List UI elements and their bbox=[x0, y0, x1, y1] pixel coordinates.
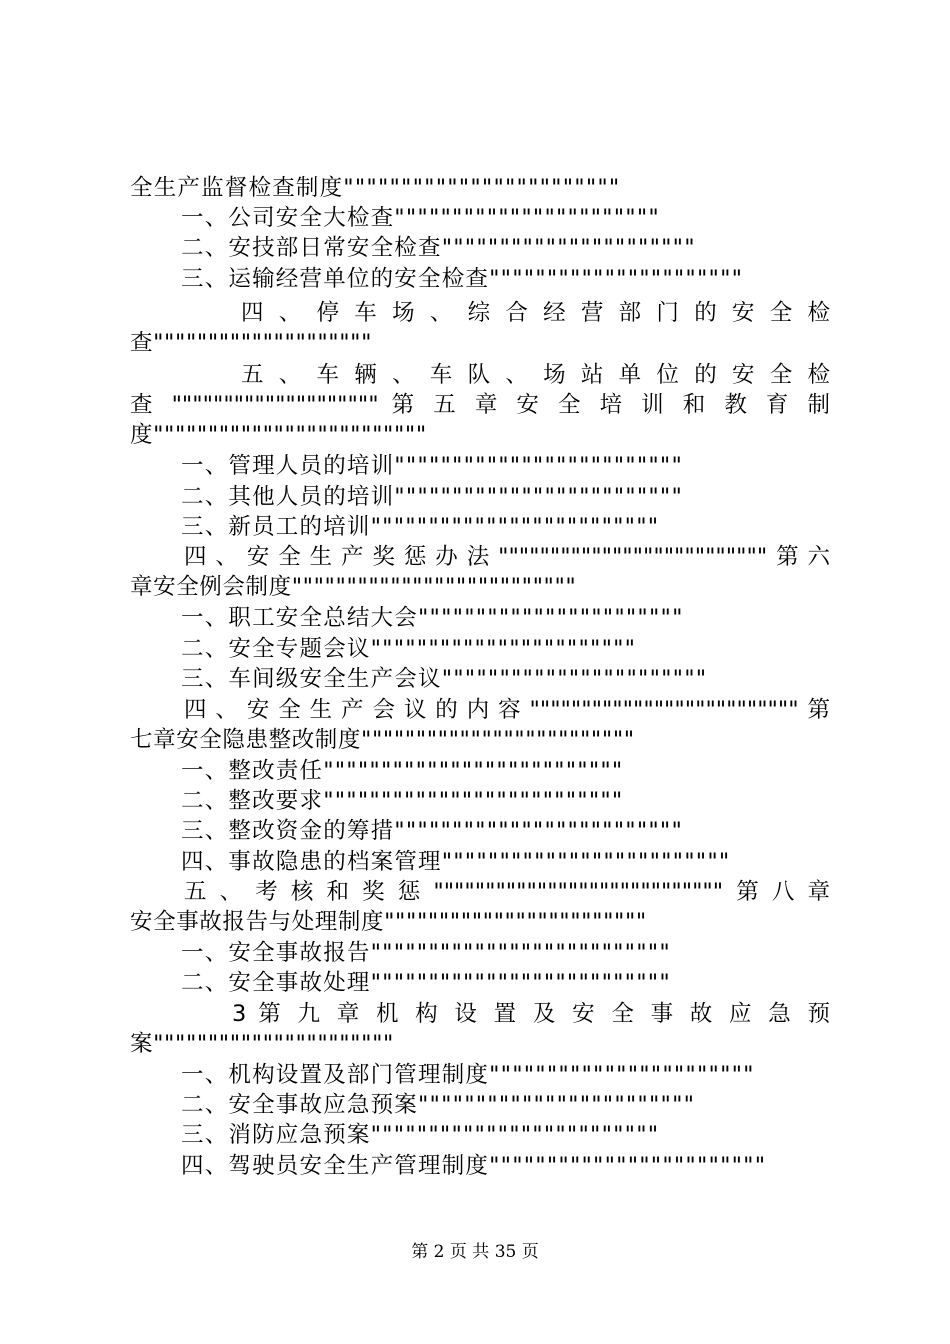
toc-line: 四、驾驶员安全生产管理制度"""""""""""""""""""""""" bbox=[181, 1153, 767, 1179]
toc-line: 四、安全生产奖惩办法""""""""""""""""""""""""""第六 bbox=[184, 544, 830, 570]
toc-line: 四、事故隐患的档案管理""""""""""""""""""""""""" bbox=[181, 849, 731, 875]
toc-line: 三、车间级安全生产会议""""""""""""""""""""""" bbox=[181, 666, 708, 692]
toc-line: 三、运输经营单位的安全检查"""""""""""""""""""""" bbox=[181, 266, 744, 292]
toc-line: 一、管理人员的培训""""""""""""""""""""""""" bbox=[181, 453, 684, 479]
toc-line: 二、安全事故处理"""""""""""""""""""""""""" bbox=[181, 970, 671, 996]
toc-line: 二、安技部日常安全检查"""""""""""""""""""""" bbox=[181, 235, 696, 261]
toc-line: 四、安全生产会议的内容""""""""""""""""""""""""""第 bbox=[184, 697, 830, 723]
toc-line: 一、机构设置及部门管理制度""""""""""""""""""""""" bbox=[181, 1062, 755, 1088]
toc-line: 二、整改要求"""""""""""""""""""""""""" bbox=[181, 788, 624, 814]
toc-line: 案"""""""""""""""""""""" bbox=[130, 1031, 394, 1057]
toc-line: 二、安全事故应急预案"""""""""""""""""""""""" bbox=[181, 1092, 696, 1118]
toc-line: 3 第 九 章 机 构 设 置 及 安 全 事 故 应 急 预 bbox=[232, 1001, 830, 1027]
toc-line: 一、安全事故报告"""""""""""""""""""""""""" bbox=[181, 940, 671, 966]
toc-line: 一、整改责任"""""""""""""""""""""""""" bbox=[181, 758, 624, 784]
toc-line: 安全事故报告与处理制度"""""""""""""""""""""""" bbox=[130, 909, 647, 935]
toc-line: 一、公司安全大检查""""""""""""""""""""""" bbox=[181, 205, 660, 231]
toc-line: 二、其他人员的培训""""""""""""""""""""""""" bbox=[181, 484, 684, 510]
toc-line: 七章安全隐患整改制度""""""""""""""""""""""""" bbox=[130, 727, 635, 753]
toc-line: 三、新员工的培训""""""""""""""""""""""""" bbox=[181, 514, 660, 540]
toc-line: 度""""""""""""""""""""""""" bbox=[130, 422, 427, 448]
toc-line: 三、整改资金的筹措""""""""""""""""""""""""" bbox=[181, 818, 684, 844]
toc-line: 全生产监督检查制度"""""""""""""""""""""""" bbox=[130, 175, 621, 201]
toc-line: 章安全例会制度"""""""""""""""""""""""""" bbox=[130, 574, 577, 600]
toc-line: 四 、 停 车 场 、 综 合 经 营 部 门 的 安 全 检 bbox=[241, 300, 830, 326]
toc-line: 三、消防应急预案""""""""""""""""""""""""" bbox=[181, 1122, 660, 1148]
toc-line: 五、考核和奖惩""""""""""""""""""""""""""""第八章 bbox=[184, 879, 830, 905]
toc-line: 查"""""""""""""""""""" bbox=[130, 330, 373, 356]
page-footer: 第 2 页 共 35 页 bbox=[411, 1242, 539, 1262]
toc-line: 五 、 车 辆 、 车 队 、 场 站 单 位 的 安 全 检 bbox=[241, 362, 830, 388]
toc-line: 查 """""""""""""""""""" 第 五 章 安 全 培 训 和 教 育 制 bbox=[130, 392, 830, 418]
toc-line: 一、职工安全总结大会""""""""""""""""""""""" bbox=[181, 605, 684, 631]
toc-line: 二、安全专题会议""""""""""""""""""""""" bbox=[181, 636, 637, 662]
